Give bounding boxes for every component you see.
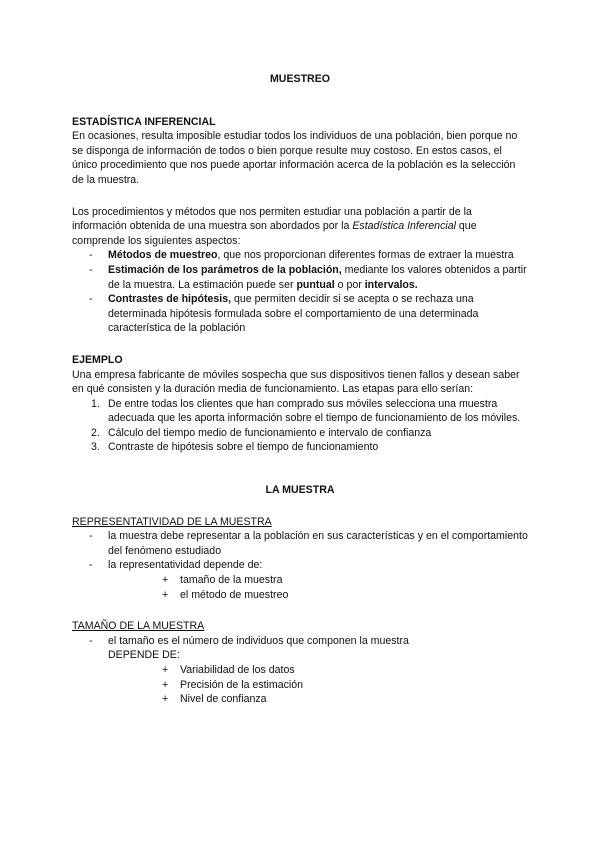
list-item: - la representatividad depende de: <box>72 558 528 573</box>
depende-label: DEPENDE DE: <box>108 649 180 662</box>
step-number: 1. <box>91 397 100 410</box>
paragraph-procedimientos <box>72 205 528 249</box>
bold-term: puntual <box>296 278 335 291</box>
list-item <box>72 634 528 663</box>
section-heading-ejemplo: EJEMPLO <box>72 353 123 366</box>
item-text: el tamaño es el número de individuos que componen la muestra <box>108 634 409 647</box>
tamano-sublist <box>72 663 528 707</box>
list-item <box>72 248 528 263</box>
paragraph-text: que comprende los siguientes aspectos: <box>72 220 477 247</box>
item-text: mediante los valores obtenidos a partir de la muestra. La estimación puede ser <box>108 263 527 291</box>
bold-term: Métodos de muestreo <box>108 249 218 262</box>
item-text: o por <box>334 278 365 291</box>
step-number: 2. <box>91 426 100 439</box>
list-item <box>72 426 528 441</box>
section-heading-inferencial: ESTADÍSTICA INFERENCIAL <box>72 115 216 128</box>
sublist-item: + Variabilidad de los datos <box>72 663 528 678</box>
page-title: MUESTREO <box>269 73 331 85</box>
italic-term: Estadística Inferencial <box>352 220 456 233</box>
document-content <box>72 72 528 707</box>
list-item: - la muestra debe representar a la población en sus características y en el comportamiento del fenómeno estudiado <box>72 529 528 558</box>
sublist-item: + el método de muestreo <box>72 588 528 603</box>
paragraph-intro: En ocasiones, resulta imposible estudiar todos los individuos de una población, bien porque no se disponga de información de todos o bien porque resulte muy costoso. En estos casos, el único procedimiento que nos puede aportar información acerca de la población es la selección de la muestra. <box>72 130 518 186</box>
step-text: Contraste de hipótesis sobre el tiempo de funcionamiento <box>108 441 379 454</box>
paragraph-ejemplo: Una empresa fabricante de móviles sospecha que sus dispositivos tienen fallos y desean saber en qué consisten y la duración media de funcionamiento. Las etapas para ello serían: <box>72 368 520 396</box>
step-text: Cálculo del tiempo medio de funcionamiento e intervalo de confianza <box>108 426 432 439</box>
item-text: que permiten decidir si se acepta o se rechaza una determinada hipótesis formulada sobre el comportamiento de una determinada característica de la población <box>108 293 479 335</box>
sublist-item: + tamaño de la muestra <box>72 573 528 588</box>
list-item <box>72 263 528 292</box>
tamano-list <box>72 634 528 663</box>
step-number: 3. <box>91 441 100 454</box>
subsection-heading-representatividad: REPRESENTATIVIDAD DE LA MUESTRA <box>72 515 272 528</box>
list-item <box>72 292 528 336</box>
aspects-list <box>72 248 528 336</box>
list-item <box>72 440 528 455</box>
representatividad-sublist <box>72 573 528 602</box>
section-heading-muestra: LA MUESTRA <box>265 484 335 497</box>
step-text: De entre todas los clientes que han comprado sus móviles selecciona una muestra adecuada que les aporta información sobre el tiempo de funcionamiento de los móviles. <box>108 397 521 425</box>
bold-term: Estimación de los parámetros de la población, <box>108 263 342 276</box>
bold-term: intervalos. <box>364 278 418 291</box>
sublist-item: + Nivel de confianza <box>72 692 528 707</box>
bold-term: Contrastes de hipótesis, <box>108 293 232 306</box>
subsection-heading-tamano: TAMAÑO DE LA MUESTRA <box>72 620 205 633</box>
steps-list <box>72 397 528 455</box>
list-item <box>72 397 528 426</box>
item-text: , que nos proporcionan diferentes formas de extraer la muestra <box>217 249 514 262</box>
paragraph-text: Los procedimientos y métodos que nos permiten estudiar una población a partir de la información obtenida de una muestra son abordados por la <box>72 205 472 233</box>
representatividad-list <box>72 529 528 573</box>
sublist-item: + Precisión de la estimación <box>72 678 528 693</box>
